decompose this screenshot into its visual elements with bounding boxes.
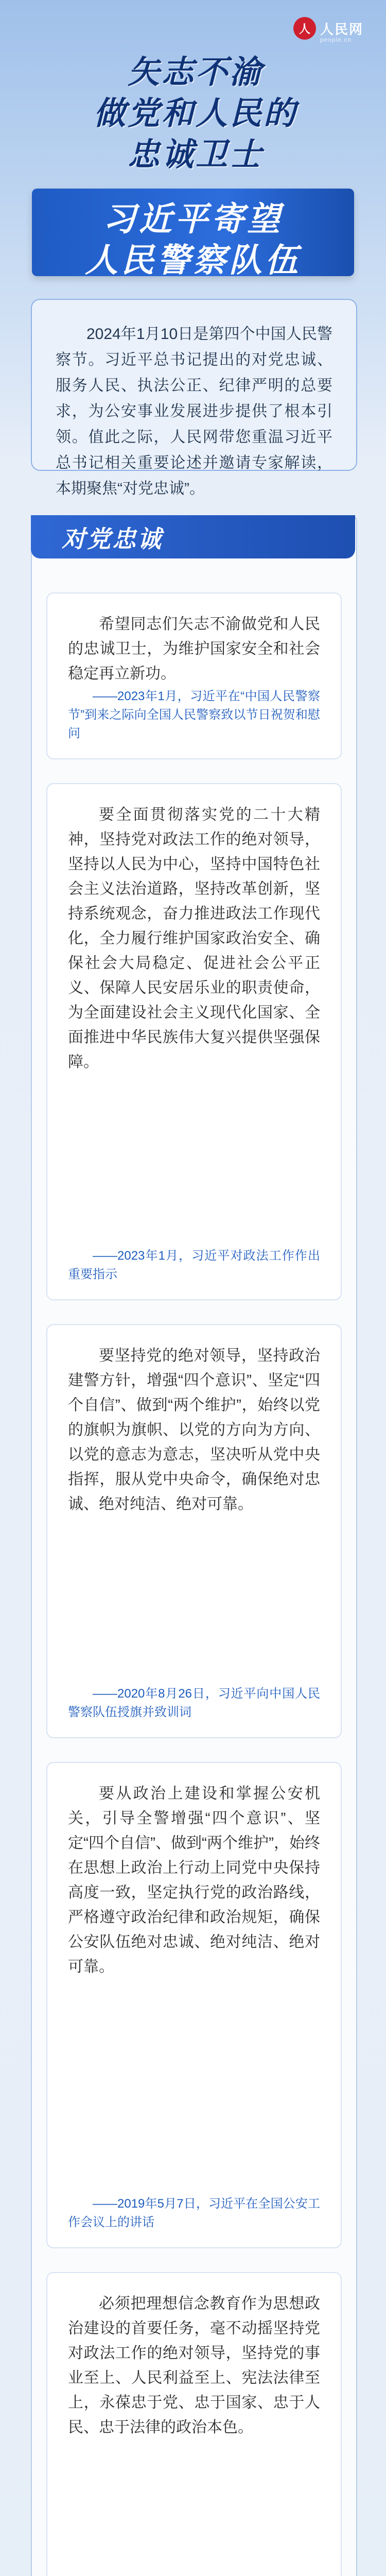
quote-text: 希望同志们矢志不渝做党和人民的忠诚卫士，为维护国家安全和社会稳定再立新功。: [68, 616, 320, 682]
intro-panel: [31, 299, 357, 497]
quote-card: [46, 1324, 342, 1738]
brand-sub: people.cn: [320, 36, 352, 43]
section-header: [31, 515, 355, 558]
quote-card: [46, 592, 342, 759]
brand-name: 人民网: [320, 21, 364, 37]
quote-source: ——2019年5月7日，习近平在全国公安工作会议上的讲话: [68, 2197, 320, 2229]
brand-mark-icon: 人: [293, 17, 316, 40]
quote-source: ——2023年1月，习近平对政法工作作出重要指示: [68, 1249, 320, 1281]
hero-banner-line-1: 习近平寄望: [103, 200, 283, 238]
quote-text: 要全面贯彻落实党的二十大精神，坚持党对政法工作的绝对领导，坚持以人民为中心，坚持中国特色社会主义法治道路，坚持改革创新，坚持系统观念，奋力推进政法工作现代化，全力履行维护国家政治安全、确保社会大局稳定、促进社会公平正义、保障人民安居乐业的职责使命，为全面建设社会主义现代化国家、全面推进中华民族伟大复兴提供坚强保障。: [68, 806, 320, 1071]
hero-line-3: 忠诚卫士: [127, 137, 264, 173]
quote-source: ——2020年8月26日，习近平向中国人民警察队伍授旗并致训词: [68, 1687, 320, 1719]
hero-banner-line-2: 人民警察队伍: [85, 242, 301, 279]
quote-text: 要从政治上建设和掌握公安机关，引导全警增强“四个意识”、坚定“四个自信”、做到“两个维护”，始终在思想上政治上行动上同党中央保持高度一致，坚定执行党的政治路线，严格遵守政治纪律和政治规矩，确保公安队伍绝对忠诚、绝对纯洁、绝对可靠。: [68, 1785, 320, 1975]
quote-text: 必须把理想信念教育作为思想政治建设的首要任务，毫不动摇坚持党对政法工作的绝对领导，坚持党的事业至上、人民利益至上、宪法法律至上，永葆忠于党、忠于国家、忠于人民、忠于法律的政治本色。: [68, 2295, 320, 2436]
quote-card: [46, 1762, 342, 2248]
brand-logo: [293, 14, 376, 42]
intro-text: 2024年1月10日是第四个中国人民警察节。习近平总书记提出的对党忠诚、服务人民、执法公正、纪律严明的总要求，为公安事业发展进步提供了根本引领。值此之际，人民网带您重温习近平总书记相关重要论述并邀请专家解读，本期聚焦“对党忠诚”。: [56, 326, 332, 497]
hero-line-2: 做党和人民的: [93, 96, 297, 131]
hero-line-1: 矢志不渝: [127, 55, 264, 90]
section-title: 对党忠诚: [62, 526, 163, 552]
hero-banner: [32, 189, 354, 279]
quote-card: [46, 2272, 342, 2576]
quote-card: [46, 783, 342, 1300]
quote-source: ——2023年1月，习近平在“中国人民警察节”到来之际向全国人民警察致以节日祝贺和慰问: [68, 689, 320, 740]
quote-text: 要坚持党的绝对领导，坚持政治建警方针，增强“四个意识”、坚定“四个自信”、做到“两个维护”，始终以党的旗帜为旗帜、以党的方向为方向、以党的意志为意志，坚决听从党中央指挥，服从党中央命令，确保绝对忠诚、绝对纯洁、绝对可靠。: [68, 1347, 320, 1513]
